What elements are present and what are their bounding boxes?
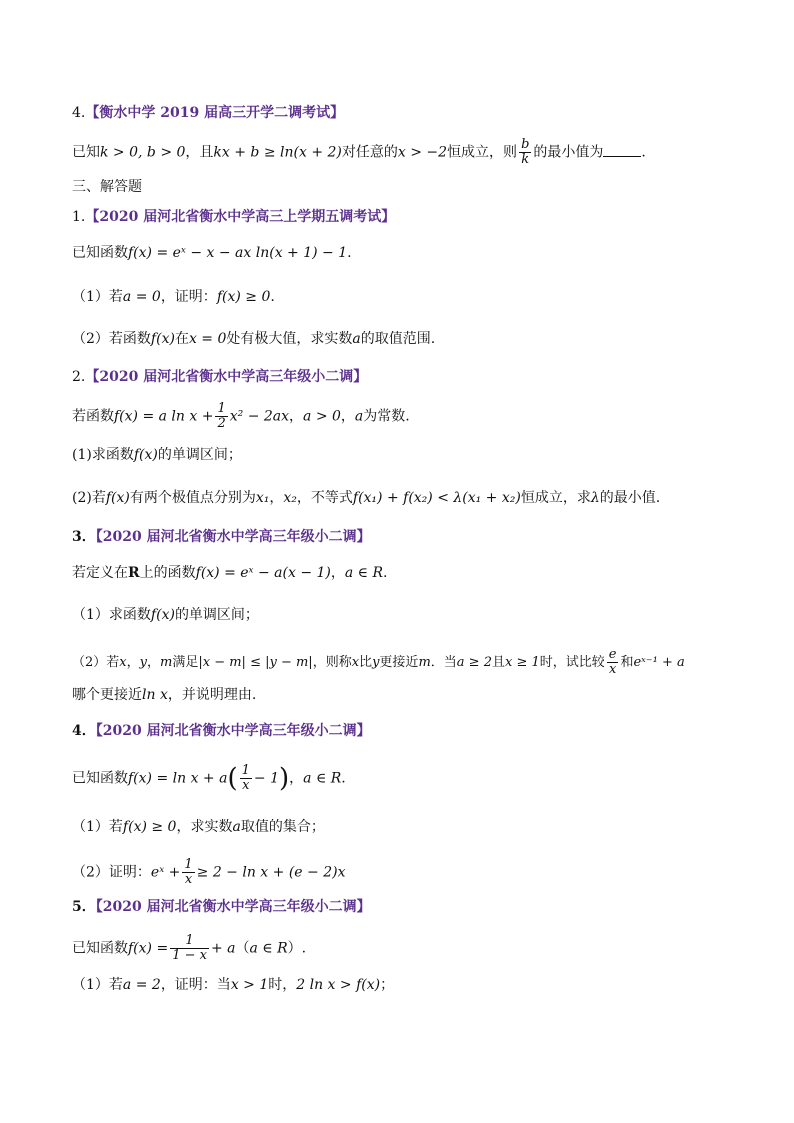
- fraction: [215, 402, 227, 431]
- text: 已知函数: [72, 940, 128, 957]
- text: 取值的集合；: [240, 819, 325, 835]
- text: ，不等式: [296, 490, 353, 506]
- text: ；: [380, 977, 395, 993]
- text: 若函数: [72, 408, 114, 425]
- question-source: 【衡水中学 2019 届高三开学二调考试】: [85, 105, 345, 121]
- text: 的最小值为: [533, 144, 604, 161]
- text: 为常数.: [363, 408, 410, 425]
- math: x ≥ 1: [504, 655, 540, 670]
- s4-stem: [72, 764, 346, 793]
- text: 若定义在: [72, 565, 128, 581]
- numerator: b: [521, 137, 530, 152]
- math: ≥ 2 − ln x + (e − 2)x: [196, 864, 346, 881]
- text: ，: [289, 408, 304, 425]
- fraction: [170, 934, 209, 963]
- denominator: 2: [217, 416, 226, 431]
- math: m: [418, 655, 431, 670]
- denominator: x: [184, 872, 193, 887]
- text: 时，试比较: [539, 655, 605, 670]
- fraction: [607, 648, 619, 677]
- text: ，证明：: [160, 289, 217, 305]
- math: kx + b ≥ ln(x + 2): [213, 144, 342, 161]
- math: x₁: [255, 490, 270, 506]
- denominator: x: [242, 778, 250, 793]
- text: 比: [359, 655, 373, 670]
- math: a ∈ R: [344, 565, 384, 581]
- math: f(x): [133, 447, 158, 463]
- text: ，: [126, 655, 140, 670]
- text: ，: [330, 565, 345, 581]
- math: f(x): [105, 490, 130, 506]
- text: .: [347, 245, 352, 261]
- text: ，: [340, 408, 355, 425]
- text: ，: [147, 655, 161, 670]
- numerator: 1: [170, 934, 209, 949]
- numerator: 1: [217, 401, 226, 416]
- math: ln x: [142, 687, 168, 703]
- text: 上的函数: [139, 565, 196, 581]
- math: m: [160, 655, 173, 670]
- text: (1)求函数: [72, 447, 134, 463]
- text: ，: [289, 770, 304, 787]
- math: f(x) = ln x + a: [128, 770, 228, 787]
- text: .: [270, 289, 275, 305]
- question-number: 4.: [72, 105, 86, 121]
- text: (2)若: [72, 490, 106, 506]
- text: 的单调区间；: [157, 447, 242, 463]
- question-number: 4．: [72, 723, 96, 739]
- s1-part2: [72, 330, 435, 348]
- text: 哪个更接近: [72, 687, 142, 703]
- text: 的取值范围.: [360, 331, 436, 347]
- math: f(x) = eˣ − x − ax ln(x + 1) − 1: [128, 245, 348, 261]
- text: （2）若函数: [72, 331, 151, 347]
- text: ，证明：当: [160, 977, 231, 993]
- text: 满足: [172, 655, 199, 670]
- fraction: [519, 138, 531, 167]
- math: a > 0: [303, 408, 341, 425]
- math: x₂: [283, 490, 297, 506]
- math: a ∈ R: [249, 940, 288, 957]
- math: a = 2: [122, 977, 161, 993]
- text: ，求实数: [176, 819, 233, 835]
- text: 在: [174, 331, 189, 347]
- text: .: [383, 565, 388, 581]
- text: ，且: [185, 144, 214, 161]
- section-title: 三、解答题: [72, 179, 142, 195]
- s4-part1: [72, 818, 325, 836]
- right-paren: ): [278, 763, 290, 794]
- question-source: 【2020 届河北省衡水中学高三上学期五调考试】: [85, 209, 396, 225]
- s2-part2: [72, 489, 660, 507]
- s4-header: [72, 722, 371, 740]
- question-number: 2.: [72, 369, 86, 385]
- left-paren: (: [227, 763, 238, 794]
- text: ，则称: [312, 655, 352, 670]
- question-source: 【2020 届河北省衡水中学高三年级小二调】: [95, 529, 371, 545]
- math: a: [232, 819, 241, 835]
- s5-header: [72, 898, 371, 916]
- text: .: [341, 770, 346, 787]
- text: （1）若: [72, 289, 123, 305]
- question-source: 【2020 届河北省衡水中学高三年级小二调】: [95, 723, 371, 739]
- denominator: 1 − x: [172, 948, 207, 963]
- s3-part2-cont: [72, 686, 256, 704]
- s2-stem: [72, 402, 410, 431]
- s5-stem: [72, 934, 306, 963]
- math: eˣ⁻¹ + a: [633, 655, 685, 670]
- math: λ: [590, 490, 600, 506]
- text: 的最小值.: [599, 490, 661, 506]
- text: （: [235, 940, 250, 957]
- question-source: 【2020 届河北省衡水中学高三年级小二调】: [85, 369, 368, 385]
- s1-part1: [72, 288, 275, 306]
- math: f(x) ≥ 0: [216, 289, 271, 305]
- answer-blank: [603, 144, 641, 157]
- numerator: 1: [184, 857, 193, 872]
- text: ，: [269, 490, 284, 506]
- text: 恒成立，则: [447, 144, 518, 161]
- denominator: x: [608, 662, 617, 677]
- math: x > 1: [230, 977, 269, 993]
- text: 有两个极值点分别为: [129, 490, 256, 506]
- text: 已知: [72, 144, 100, 161]
- text: 对任意的: [341, 144, 398, 161]
- math: f(x) =: [128, 940, 169, 957]
- math: |x − m| ≤ |y − m|: [198, 655, 313, 670]
- text: （1）若: [72, 819, 123, 835]
- math: x: [119, 655, 127, 670]
- question-source: 【2020 届河北省衡水中学高三年级小二调】: [95, 899, 371, 915]
- numerator: 1: [241, 763, 250, 778]
- math: − 1: [253, 770, 279, 787]
- math: f(x₁) + f(x₂) < λ(x₁ + x₂): [352, 490, 521, 506]
- text: 处有极大值，求实数: [226, 331, 353, 347]
- s5-part1: [72, 976, 394, 994]
- text: 已知函数: [72, 770, 128, 787]
- text: 和: [620, 655, 634, 670]
- text: 的单调区间；: [174, 607, 259, 623]
- math: y: [139, 655, 147, 670]
- text: ，并说明理由.: [167, 687, 257, 703]
- math: k > 0, b > 0: [100, 144, 186, 161]
- text: （2）若: [72, 655, 120, 670]
- fraction: [240, 764, 252, 793]
- text: 已知函数: [72, 245, 128, 261]
- text: 且: [491, 655, 505, 670]
- text: （1）求函数: [72, 607, 151, 623]
- s2-header: [72, 368, 367, 386]
- question-number: 5．: [72, 899, 96, 915]
- numerator: e: [608, 647, 617, 662]
- fraction: [182, 858, 194, 887]
- math: a ∈ R: [303, 770, 342, 787]
- q4-stem: [72, 138, 646, 167]
- s3-part1: [72, 606, 259, 624]
- text: 恒成立，求: [520, 490, 591, 506]
- math: R: [128, 565, 140, 581]
- math: f(x): [150, 331, 175, 347]
- math: x = 0: [188, 331, 227, 347]
- math: a: [354, 408, 364, 425]
- math: f(x) ≥ 0: [122, 819, 177, 835]
- question-number: 3．: [72, 529, 96, 545]
- math: f(x) = a ln x +: [114, 408, 214, 425]
- s3-part2: [72, 648, 685, 677]
- math: a = 0: [122, 289, 161, 305]
- s1-stem: [72, 244, 352, 262]
- text: 时，: [268, 977, 297, 993]
- denominator: k: [521, 152, 530, 167]
- s2-part1: [72, 446, 242, 464]
- text: 更接近: [379, 655, 419, 670]
- math: x > −2: [397, 144, 448, 161]
- text: （1）若: [72, 977, 123, 993]
- math: + a: [210, 940, 236, 957]
- math: 2 ln x > f(x): [296, 977, 381, 993]
- text: ．当: [430, 655, 457, 670]
- text: （2）证明：: [72, 864, 151, 881]
- text: .: [641, 144, 646, 161]
- text: ）.: [287, 940, 307, 957]
- math: a ≥ 2: [456, 655, 492, 670]
- s3-stem: [72, 564, 387, 582]
- math: x: [351, 655, 360, 670]
- math: f(x): [150, 607, 175, 623]
- math: a: [352, 331, 361, 347]
- math: y: [372, 655, 380, 670]
- math: eˣ +: [150, 864, 181, 881]
- s3-header: [72, 528, 371, 546]
- question-number: 1.: [72, 209, 86, 225]
- math: f(x) = eˣ − a(x − 1): [195, 565, 331, 581]
- math: x² − 2ax: [229, 408, 290, 425]
- q4-header: [72, 104, 344, 122]
- s1-header: [72, 208, 395, 226]
- s4-part2: [72, 858, 345, 887]
